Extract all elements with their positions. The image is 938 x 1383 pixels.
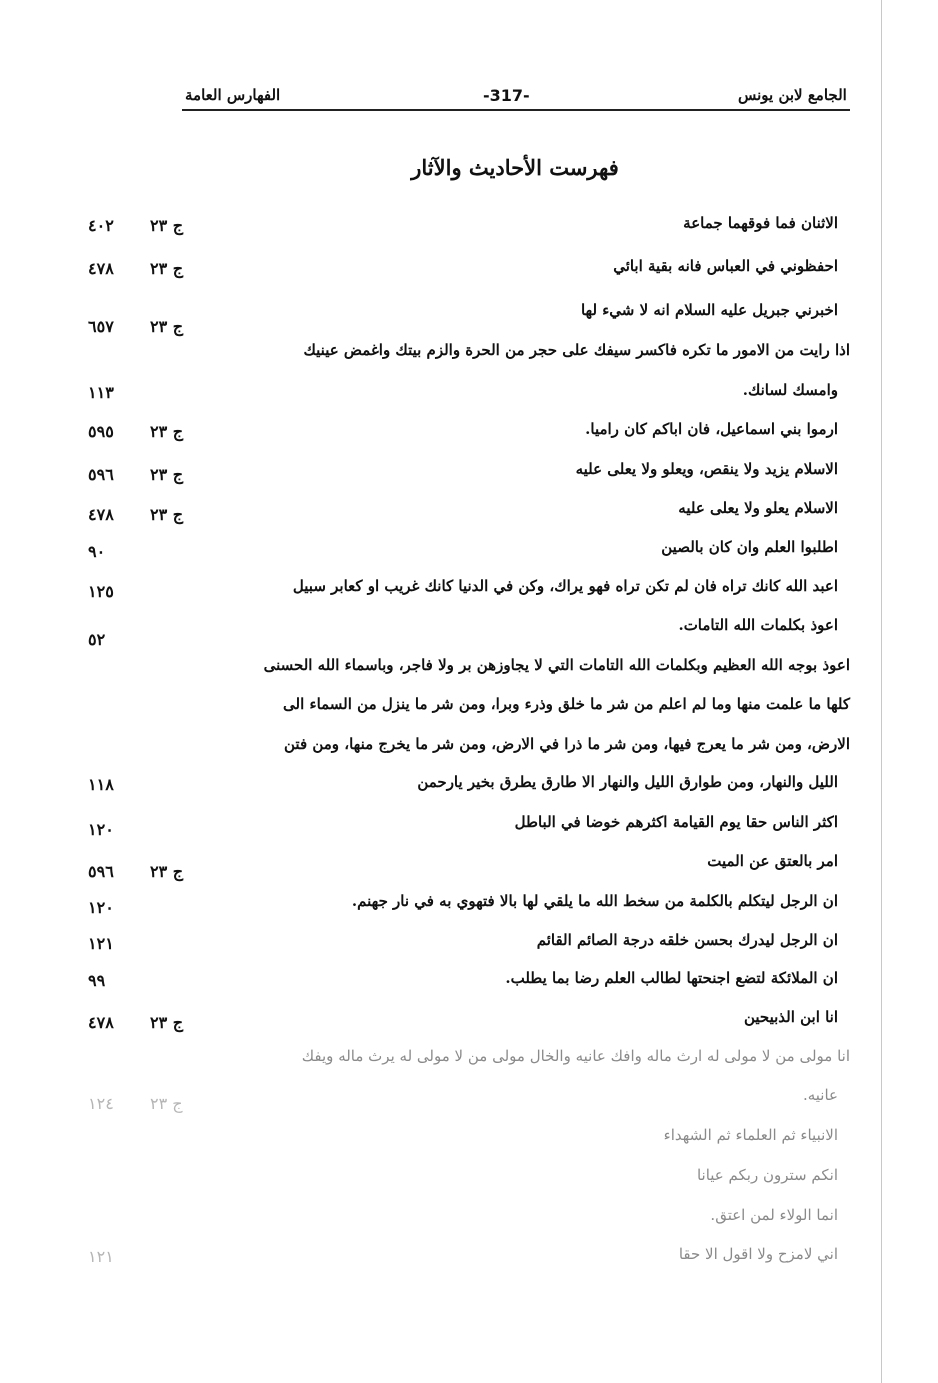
index-entry-volume: ج ٢٣ — [150, 216, 184, 235]
index-entry-text: كلها ما علمت منها وما لم اعلم من شر ما خلق وذرء وبرا، ومن شر ما ينزل من السماء الى — [283, 695, 850, 713]
index-entry-text: الليل والنهار، ومن طوارق الليل والنهار الا طارق يطرق بخير يارحمن — [417, 773, 838, 791]
index-entry-text: انما الولاء لمن اعتق. — [710, 1206, 838, 1224]
index-entry-text: اعوذ بوجه الله العظيم وبكلمات الله التامات التي لا يجاوزهن بر ولا فاجر، وباسماء الله الحسنى — [263, 656, 850, 674]
index-entry-text: وامسك لسانك. — [742, 381, 838, 399]
index-entry-page: ٤٧٨ — [88, 259, 114, 278]
index-entry-volume: ج ٢٣ — [150, 259, 184, 278]
page-edge-rule — [881, 0, 882, 1383]
index-entry-page: ٤٧٨ — [88, 1013, 114, 1032]
index-entry-text: اني لامزح ولا اقول الا حقا — [678, 1245, 838, 1263]
header-page-number: -317- — [483, 86, 530, 105]
index-entry-text: عانيه. — [802, 1086, 838, 1104]
index-entry-page: ١٢٤ — [88, 1094, 114, 1113]
index-entry-page: ٥٩٦ — [88, 862, 114, 881]
index-entry-volume: ج ٢٣ — [150, 422, 184, 441]
index-entry-page: ١١٨ — [88, 775, 114, 794]
index-entry-page: ١٢١ — [88, 934, 114, 953]
index-entry-page: ٤٠٢ — [88, 216, 114, 235]
index-entry-text: اكثر الناس حقا يوم القيامة اكثرهم خوضا في الباطل — [514, 813, 838, 831]
header-book-title: الجامع لابن يونس — [738, 86, 847, 104]
index-entry-page: ٤٧٨ — [88, 505, 114, 524]
index-entry-text: انا مولى من لا مولى له ارث ماله وافك عانيه والخال مولى من لا مولى له يرث ماله ويفك — [301, 1047, 850, 1065]
index-entry-page: ٩٠ — [88, 542, 106, 561]
index-entry-text: ان الرجل ليتكلم بالكلمة من سخط الله ما يلقي لها بالا فتهوي به في نار جهنم. — [351, 892, 838, 910]
header-rule — [182, 109, 850, 111]
index-entry-text: اعبد الله كانك تراه فان لم تكن تراه فهو يراك، وكن في الدنيا كانك غريب او كعابر سبيل — [292, 577, 838, 595]
index-entry-text: امر بالعتق عن الميت — [707, 852, 838, 870]
index-entry-volume: ج ٢٣ — [150, 465, 184, 484]
index-entry-text: اذا رايت من الامور ما تكره فاكسر سيفك على حجر من الحرة والزم بيتك واغمض عينيك — [303, 341, 850, 359]
index-entry-text: انا ابن الذبيحين — [743, 1008, 838, 1026]
index-title: فهرست الأحاديث والآثار — [411, 155, 619, 180]
index-entry-text: ان الرجل ليدرك بحسن خلقه درجة الصائم القائم — [536, 931, 838, 949]
index-entry-text: احفظوني في العباس فانه بقية ابائي — [613, 257, 838, 275]
index-entry-volume: ج ٢٣ — [150, 1094, 183, 1113]
index-entry-text: الانبياء ثم العلماء ثم الشهداء — [663, 1126, 838, 1144]
index-entry-page: ١٢٠ — [88, 898, 114, 917]
index-entry-page: ١٢١ — [88, 1247, 114, 1266]
index-entry-text: اخبرني جبريل عليه السلام انه لا شيء لها — [580, 301, 838, 319]
index-entry-page: ٥٩٦ — [88, 465, 114, 484]
index-entry-volume: ج ٢٣ — [150, 862, 184, 881]
index-entry-text: ارموا بني اسماعيل، فان اباكم كان راميا. — [585, 420, 838, 438]
index-entry-page: ١٢٠ — [88, 820, 114, 839]
index-entry-text: الاثنان فما فوقهما جماعة — [683, 214, 838, 232]
index-entry-text: الاسلام يزيد ولا ينقص، ويعلو ولا يعلى عليه — [575, 460, 838, 478]
index-entry-text: ان الملائكة لتضع اجنحتها لطالب العلم رضا بما يطلب. — [505, 969, 838, 987]
index-entry-text: الارض، ومن شر ما يعرج فيها، ومن شر ما ذرا في الارض، ومن شر ما يخرج منها، ومن فتن — [284, 735, 850, 753]
index-entry-text: انكم سترون ربكم عيانا — [696, 1166, 838, 1184]
index-entry-page: ٩٩ — [88, 971, 106, 990]
index-entry-page: ٥٢ — [88, 630, 106, 649]
index-entry-text: اطلبوا العلم وان كان بالصين — [661, 538, 838, 556]
header-section-title: الفهارس العامة — [185, 86, 281, 104]
index-entry-text: الاسلام يعلو ولا يعلى عليه — [678, 499, 838, 517]
index-entry-volume: ج ٢٣ — [150, 505, 184, 524]
index-entry-page: ١٢٥ — [88, 582, 114, 601]
index-entry-volume: ج ٢٣ — [150, 317, 184, 336]
index-entry-page: ١١٣ — [88, 383, 114, 402]
index-entry-text: اعوذ بكلمات الله التامات. — [678, 616, 838, 634]
index-entry-page: ٦٥٧ — [88, 317, 114, 336]
index-entry-page: ٥٩٥ — [88, 422, 114, 441]
index-entry-volume: ج ٢٣ — [150, 1013, 184, 1032]
